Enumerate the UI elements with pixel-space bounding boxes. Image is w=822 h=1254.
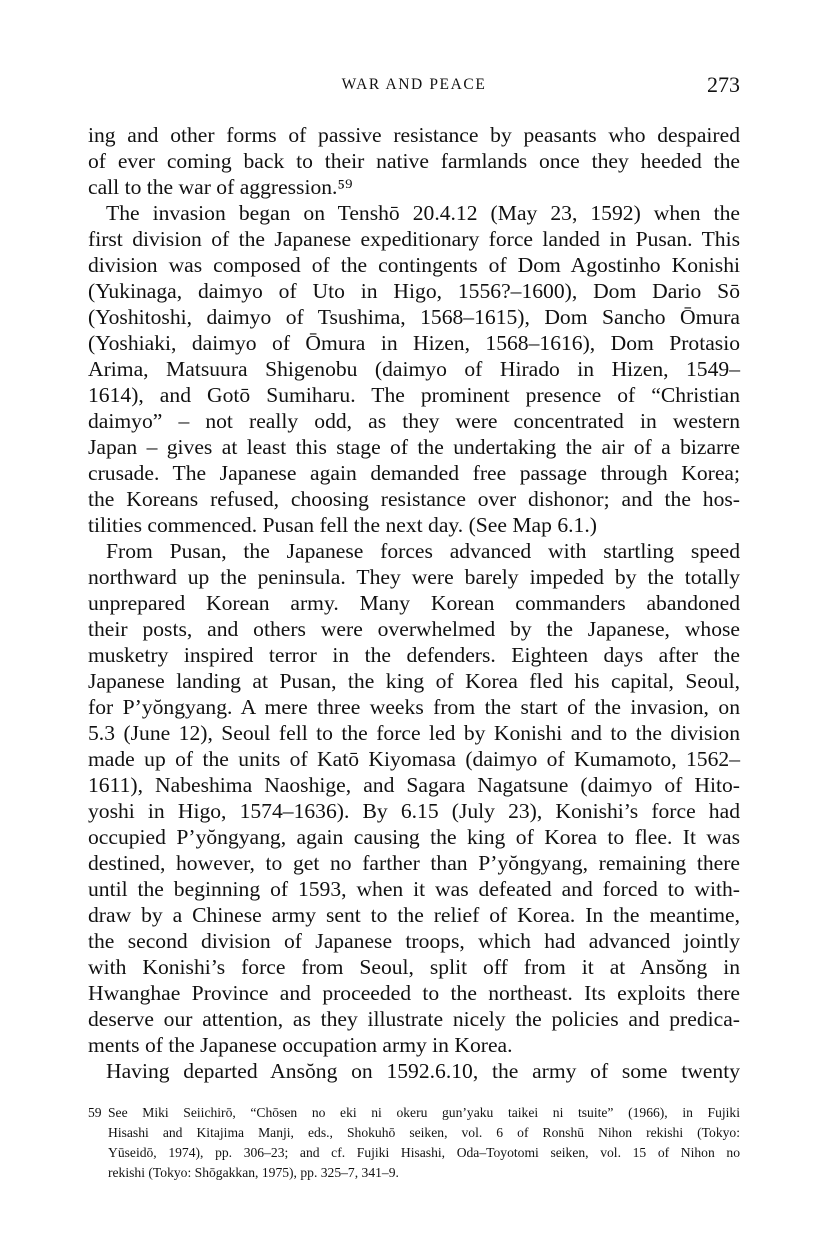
text-line: occupied P’yŏngyang, again causing the king of Korea to flee. It was [88,825,740,849]
text-line: ing and other forms of passive resistance by peasants who despaired [88,123,740,147]
text-line: first division of the Japanese expeditionary force landed in Pusan. This [88,227,740,251]
text-line: Japan – gives at least this stage of the undertaking the air of a bizarre [88,435,740,459]
footnote-line: Hisashi and Kitajima Manji, eds., Shokuhō seiken, vol. 6 of Ronshū Nihon rekishi (Tokyo: [108,1125,740,1140]
text-line: of ever coming back to their native farmlands once they heeded the [88,149,740,173]
text-line: Hwanghae Province and proceeded to the northeast. Its exploits there [88,981,740,1005]
text-line: tilities commenced. Pusan fell the next day. (See Map 6.1.) [88,513,597,537]
footnote-line [88,1103,740,1123]
footnote-line: rekishi (Tokyo: Shōgakkan, 1975), pp. 325–7, 341–9. [108,1165,399,1180]
text-line: crusade. The Japanese again demanded free passage through Korea; [88,461,740,485]
running-head [88,74,740,98]
page-number: 273 [707,72,740,97]
running-title: WAR AND PEACE [341,76,487,93]
text-line: draw by a Chinese army sent to the relief of Korea. In the meantime, [88,903,740,927]
text-line: (Yoshitoshi, daimyo of Tsushima, 1568–1615), Dom Sancho Ōmura [88,305,740,329]
text-line: made up of the units of Katō Kiyomasa (daimyo of Kumamoto, 1562– [88,747,740,771]
text-line: 5.3 (June 12), Seoul fell to the force led by Konishi and to the division [88,721,740,745]
text-line: unprepared Korean army. Many Korean commanders abandoned [88,591,740,615]
footnote-line: Yūseidō, 1974), pp. 306–23; and cf. Fujiki Hisashi, Oda–Toyotomi seiken, vol. 15 of Nihon no [108,1145,740,1160]
footnote-59 [88,1103,740,1183]
text-line: Arima, Matsuura Shigenobu (daimyo of Hirado in Hizen, 1549– [88,357,740,381]
text-line: deserve our attention, as they illustrate nicely the policies and predica- [88,1007,740,1031]
text-line: yoshi in Higo, 1574–1636). By 6.15 (July 23), Konishi’s force had [88,799,740,823]
footnote-text: See Miki Seiichirō, “Chōsen no eki ni okeru gun’yaku taikei ni tsuite” (1966), in Fujiki [108,1105,740,1120]
text-line: daimyo” – not really odd, as they were concentrated in western [88,409,740,433]
text-line: division was composed of the contingents of Dom Agostinho Konishi [88,253,740,277]
body-text [88,122,740,1084]
text-line: until the beginning of 1593, when it was defeated and forced to with- [88,877,740,901]
paragraph-start-line: The invasion began on Tenshō 20.4.12 (May 23, 1592) when the [106,201,740,225]
text-line: Japanese landing at Pusan, the king of Korea fled his capital, Seoul, [88,669,740,693]
text-line: with Konishi’s force from Seoul, split off from it at Ansŏng in [88,955,740,979]
text-line: their posts, and others were overwhelmed by the Japanese, whose [88,617,740,641]
paragraph-start-line: From Pusan, the Japanese forces advanced with startling speed [106,539,740,563]
text-line: musketry inspired terror in the defenders. Eighteen days after the [88,643,740,667]
paragraph-start-line: Having departed Ansŏng on 1592.6.10, the army of some twenty [106,1059,740,1083]
text-line: northward up the peninsula. They were barely impeded by the totally [88,565,740,589]
text-line: 1611), Nabeshima Naoshige, and Sagara Nagatsune (daimyo of Hito- [88,773,740,797]
text-line: (Yukinaga, daimyo of Uto in Higo, 1556?–1600), Dom Dario Sō [88,279,740,303]
text-line: call to the war of aggression.⁵⁹ [88,175,353,199]
text-line: for P’yŏngyang. A mere three weeks from the start of the invasion, on [88,695,740,719]
text-line: 1614), and Gotō Sumiharu. The prominent presence of “Christian [88,383,740,407]
text-line: (Yoshiaki, daimyo of Ōmura in Hizen, 1568–1616), Dom Protasio [88,331,740,355]
footnote-number: 59 [88,1105,102,1120]
text-line: destined, however, to get no farther than P’yŏngyang, remaining there [88,851,740,875]
text-line: ments of the Japanese occupation army in Korea. [88,1033,513,1057]
text-line: the second division of Japanese troops, which had advanced jointly [88,929,740,953]
text-line: the Koreans refused, choosing resistance over dishonor; and the hos- [88,487,740,511]
